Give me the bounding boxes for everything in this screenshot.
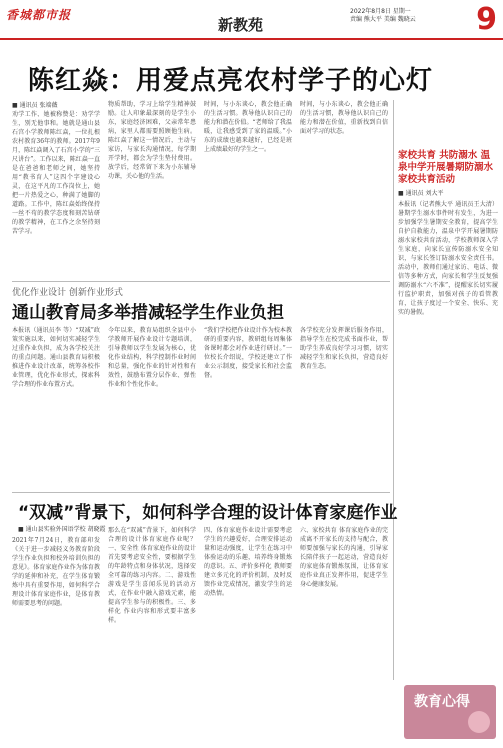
article1-col2: 物质帮助，学习上给学生精神鼓励。让人印象最深刻的是学生小东，家庭经济困难，父亲常年患病，家里人都需要照顾他生病。陈红焱了解这一情况后，主动与家访，与家长沟通情况，每学期开学时，都会为学生垫付费用。放学后，经常留下来为小东辅导功课，关心他的生活。 (108, 101, 196, 180)
column-logo-box (404, 685, 496, 739)
article2-col4: 各学校充分发挥课后服务作用，指导学生在校完成书面作业，帮助学生养成良好学习习惯，切实减轻学生和家长负担，营造良好教育生态。 (300, 327, 388, 370)
decorative-circle-icon (468, 711, 490, 733)
article2-col1: 本报讯（通讯员李 等）“双减”政策实施以来，如何切实减轻学生过重作业负担，成为各学校关注的重点问题。通山县教育局积极推进作业设计改革，统筹各校作业管理，优化作业形式，探索科学合理的作业布置方式。 (12, 327, 100, 388)
sidebar-headline: 家校共育 共防溺水 温泉中学开展暑期防溺水家校共育活动 (398, 150, 494, 185)
date-line: 2022年8月8日 星期一 (350, 8, 411, 15)
article3-rule (12, 492, 390, 493)
section-title: 新教苑 (218, 16, 264, 34)
article2-headline: 通山教育局多举措减轻学生作业负担 (12, 303, 284, 323)
article3-col3: 四、体育家庭作业设计需要考虑学生的兴趣爱好，合理安排运动量和运动强度，让学生在练习中体验运动的乐趣，培养终身锻炼的意识。五、评价多样化 教师要建立多元化的评价机制，及时反馈作业完成情况，激发学生的运动热情。 (204, 527, 292, 597)
article2-col3: “我们学校把作业设计作为校本教研的重要内容，教研组每周集体备课时都会对作业进行研讨。”一位校长介绍说，学校还建立了作业公示制度，接受家长和社会监督。 (204, 327, 292, 379)
sidebar-body: 本报讯（记者熊大平 通讯员王大清）暑期学生溺水事件时有发生，为进一步加强学生暑期安全教育，提高学生自护自救能力，温泉中学开展暑期防溺水家校共育活动，学校教师深入学生家庭，向家长宣传防溺水安全知识，与家长签订防溺水安全责任书。活动中，教师们通过家访、电话、微信等多种方式，向家长和学生反复强调防溺水“六不准”，提醒家长切实履行监护职责，加强对孩子的看管教育，让孩子度过一个安全、快乐、充实的暑假。 (398, 201, 498, 316)
article1-col3: 时间，与小东谈心，教会他正确的生活习惯。教导他认识自己的能力和潜在价值。“老师给了我温暖，让我感受到了家的温暖。”小东的成绩也越来越好，已经是班上成绩最好的学生之一。 (204, 101, 292, 153)
sidebar-byline: ■ 通讯员 刘大平 (398, 190, 444, 197)
article1-byline: ■ 通讯员 张端薇 (12, 102, 58, 109)
editor-line: 责编 熊大平 美编 魏晓云 (350, 16, 416, 23)
page-number: 9 (476, 2, 497, 37)
article2-kicker: 优化作业设计 创新作业形式 (12, 288, 123, 298)
article3-byline: ■ 通山县实验外国语学校 胡晓霞 (18, 526, 106, 533)
article1-col1: 劝学工作、她被称赞是：劝学学生，别无他事和。她就是通山县石宫小学教师陈红焱，一位扎根农村教育36年的教师。2017年9月，陈红焱调入了石宫小学的“三尺讲台”。工作以来，陈红焱一直是在爸爸和老师之间，她坚持用“教书育人”这四个字建设心灵，在这平凡的工作岗位上，她把一片热爱之心，种满了她脚的道路。工作中，陈红焱始终保持一丝不苟的教学态度和刻苦钻研的教学精神，在工作之余坚持刻苦学习。 (12, 111, 100, 235)
column-logo-text: 教育心得 (414, 694, 470, 710)
issue-meta (350, 8, 465, 24)
masthead (0, 0, 503, 40)
article1-col4: 时间，与小东谈心，教会他正确的生活习惯，教导他认识自己的能力和潜在价值，重新找到自信面对学习的状态。 (300, 101, 388, 135)
header-rule (0, 38, 503, 40)
article2-col2: 今年以来，教育局组织全县中小学教师开展作业设计专题培训，引导教师以学生发展为核心，优化作业结构，科学控制作业时间和总量，强化作业的针对性和有效性，鼓励布置分层作业、弹性作业和个性化作业。 (108, 327, 196, 388)
article2-rule (12, 281, 390, 282)
article1-headline: 陈红焱：用爱点亮农村学子的心灯 (28, 66, 434, 96)
paper-logo: 香城都市报 (6, 8, 72, 22)
article3-col1: 2021年7月24日，教育部印发《关于进一步减轻义务教育阶段学生作业负担和校外培训负担的意见》。体育家庭作业作为体育教学的延伸和补充，在学生体育锻炼中具有重要作用，如何科学合理设计体育家庭作业，是体育教师需要思考的问题。 (12, 537, 100, 607)
article3-col2: 那么在“双减”背景下，如何科学合理的设计体育家庭作业呢？一、安全性 体育家庭作业的设计首先要考虑安全性，要根据学生的年龄特点和身体状况，选择安全可靠的练习内容。二、游戏性 游戏是学生喜闻乐见的活动方式，在作业中融入游戏元素，能提高学生参与的积极性。三、多样化 作业内容和形式要丰富多样。 (108, 527, 196, 624)
sidebar-divider (393, 100, 394, 680)
article3-col4: 六、家校共育 体育家庭作业的完成离不开家长的支持与配合，教师要加强与家长的沟通，引导家长陪伴孩子一起运动，营造良好的家庭体育锻炼氛围，让体育家庭作业真正发挥作用，促进学生身心健康发展。 (300, 527, 388, 588)
article3-headline: “双减”背景下，如何科学合理的设计体育家庭作业 (18, 503, 398, 523)
